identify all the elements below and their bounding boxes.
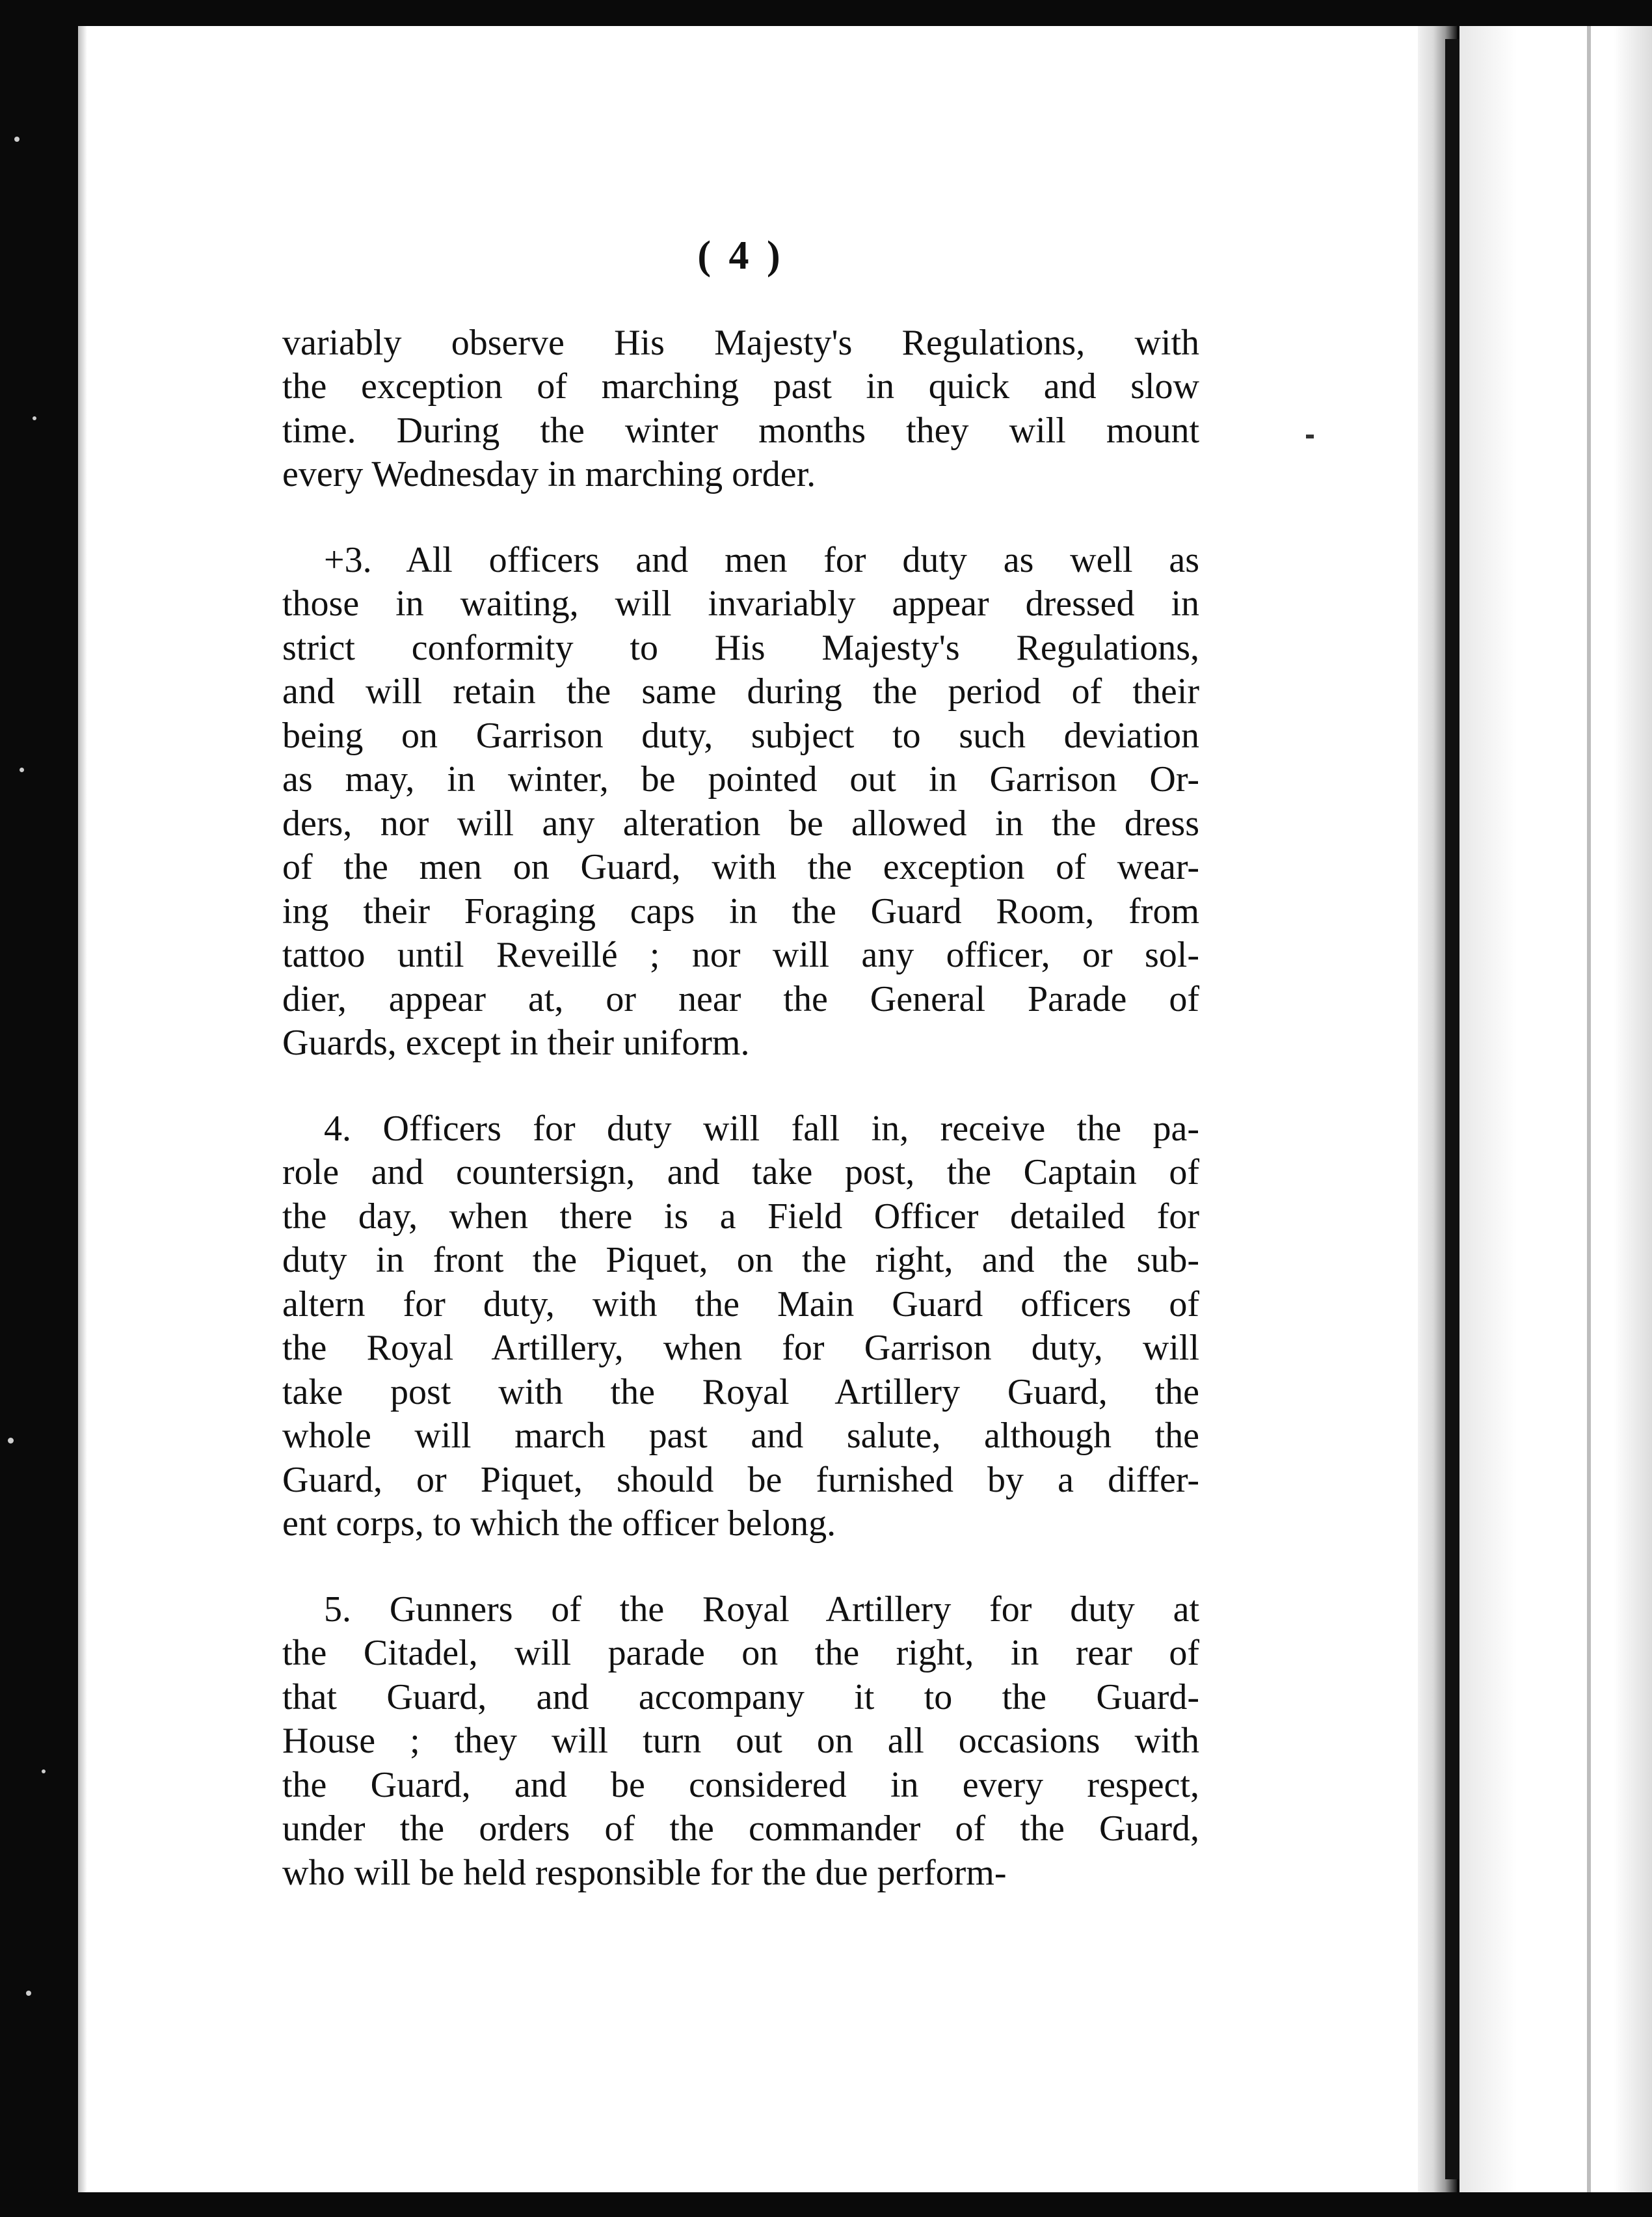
text-line xyxy=(282,1719,1199,1764)
text-line xyxy=(282,846,1199,890)
line-text: every Wednesday in marching order. xyxy=(282,454,816,494)
line-text: tattoo until Reveillé ; nor will any officer, or sol- xyxy=(282,935,1199,975)
text-line xyxy=(282,1151,1199,1195)
scan-speck xyxy=(8,1438,14,1444)
text-line xyxy=(282,321,1199,366)
paragraph xyxy=(282,539,1199,1066)
text-line xyxy=(282,1502,1199,1546)
scan-speck xyxy=(26,1991,31,1996)
line-text: the day, when there is a Field Officer detailed for xyxy=(282,1196,1199,1237)
line-text: the exception of marching past in quick and slow xyxy=(282,366,1199,407)
text-line xyxy=(282,1195,1199,1239)
text-line xyxy=(282,365,1199,409)
line-text: strict conformity to His Majesty's Regulations, xyxy=(282,627,1199,668)
line-text: the Guard, and be considered in every respect, xyxy=(282,1764,1199,1805)
text-line xyxy=(282,1371,1199,1415)
page-edge-shadow xyxy=(78,26,87,2192)
paragraph-number: 5. xyxy=(324,1589,390,1630)
line-text: dier, appear at, or near the General Parade of xyxy=(282,978,1199,1019)
facing-page-edge xyxy=(1459,26,1652,2192)
text-line xyxy=(282,1851,1199,1896)
line-text: and will retain the same during the period of their xyxy=(282,671,1199,712)
text-line xyxy=(282,1283,1199,1327)
text-line xyxy=(282,409,1199,453)
scan-speck xyxy=(42,1769,46,1773)
line-text: ent corps, to which the officer belong. xyxy=(282,1503,836,1544)
line-text: Officers for duty will fall in, receive the pa- xyxy=(382,1108,1200,1149)
text-line xyxy=(282,1239,1199,1283)
text-line xyxy=(282,1107,1199,1151)
line-text: House ; they will turn out on all occasions with xyxy=(282,1721,1199,1761)
text-line xyxy=(282,1021,1199,1066)
text-line xyxy=(282,1458,1199,1503)
line-text: take post with the Royal Artillery Guard, the xyxy=(282,1371,1199,1412)
line-text: under the orders of the commander of the Guard, xyxy=(282,1808,1199,1849)
text-line xyxy=(282,1326,1199,1371)
line-text: altern for duty, with the Main Guard officers of xyxy=(282,1283,1199,1324)
line-text: variably observe His Majesty's Regulations, with xyxy=(282,322,1199,363)
margin-mark xyxy=(1306,435,1314,438)
paragraph-number: 4. xyxy=(324,1108,383,1149)
binding-gutter xyxy=(1445,39,1459,2179)
text-line xyxy=(282,539,1199,583)
paragraph xyxy=(282,1588,1199,1896)
scan-speck xyxy=(33,416,36,420)
text-line xyxy=(282,1588,1199,1632)
line-text: Guards, except in their uniform. xyxy=(282,1023,750,1063)
line-text: time. During the winter months they will mount xyxy=(282,410,1199,451)
line-text: whole will march past and salute, although the xyxy=(282,1416,1199,1456)
text-line xyxy=(282,714,1199,759)
line-text: the Royal Artillery, when for Garrison duty, will xyxy=(282,1328,1199,1368)
text-line xyxy=(282,802,1199,846)
text-line xyxy=(282,1676,1199,1720)
line-text: the Citadel, will parade on the right, in rear of xyxy=(282,1633,1199,1673)
text-line xyxy=(282,758,1199,802)
line-text: Guard, or Piquet, should be furnished by a differ- xyxy=(282,1459,1199,1500)
line-text: ing their Foraging caps in the Guard Room, from xyxy=(282,891,1199,932)
paragraph xyxy=(282,321,1199,497)
line-text: Gunners of the Royal Artillery for duty at xyxy=(389,1589,1200,1630)
text-line xyxy=(282,1414,1199,1458)
line-text: that Guard, and accompany it to the Guard- xyxy=(282,1676,1199,1717)
line-text: All officers and men for duty as well as xyxy=(406,539,1200,580)
text-line xyxy=(282,934,1199,978)
text-line xyxy=(282,1807,1199,1851)
text-line xyxy=(282,626,1199,671)
line-text: being on Garrison duty, subject to such deviation xyxy=(282,715,1199,756)
paragraph-list xyxy=(282,321,1199,1896)
text-line xyxy=(282,670,1199,714)
text-line xyxy=(282,582,1199,626)
paragraph xyxy=(282,1107,1199,1546)
line-text: who will be held responsible for the due perform- xyxy=(282,1852,1007,1893)
page-text-column xyxy=(282,234,1199,1895)
line-text: as may, in winter, be pointed out in Garrison Or- xyxy=(282,759,1199,799)
scan-speck xyxy=(20,768,24,772)
line-text: role and countersign, and take post, the Captain of xyxy=(282,1152,1199,1192)
text-line xyxy=(282,978,1199,1022)
text-line xyxy=(282,453,1199,497)
paragraph-number: +3. xyxy=(324,539,406,580)
text-line xyxy=(282,890,1199,934)
line-text: ders, nor will any alteration be allowed in the dress xyxy=(282,803,1199,844)
text-line xyxy=(282,1632,1199,1676)
line-text: duty in front the Piquet, on the right, and the sub- xyxy=(282,1240,1199,1280)
line-text: of the men on Guard, with the exception of wear- xyxy=(282,847,1199,887)
page-number: ( 4 ) xyxy=(697,234,784,278)
line-text: those in waiting, will invariably appear dressed in xyxy=(282,584,1199,624)
text-line xyxy=(282,1764,1199,1808)
scan-speck xyxy=(14,137,20,142)
facing-page-crease xyxy=(1587,26,1591,2192)
